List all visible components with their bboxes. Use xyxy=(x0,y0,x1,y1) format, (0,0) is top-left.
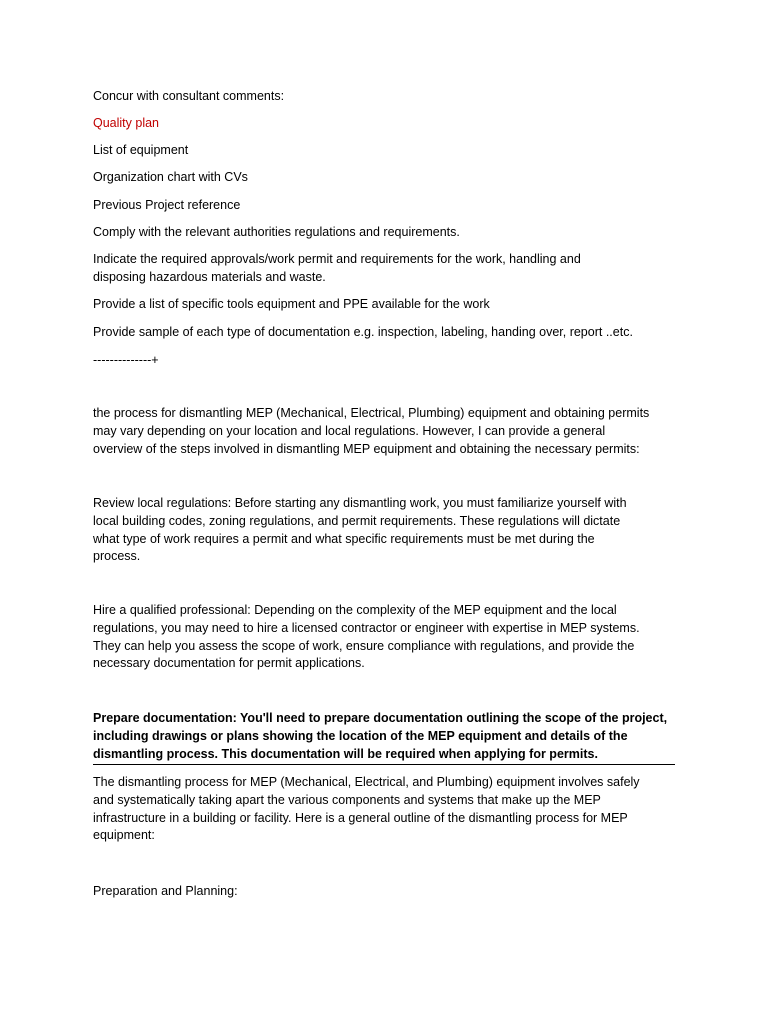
review-regulations-paragraph: Review local regulations: Before starting any dismantling work, you must familiarize yourself with local building codes, zoning regulations, and permit requirements. These regulations will dictate what type of work requires a permit and what specific requirements must be met during the process. xyxy=(93,496,627,564)
preparation-planning-heading: Preparation and Planning: xyxy=(93,884,238,898)
organization-chart-line: Organization chart with CVs xyxy=(93,170,248,184)
horizontal-rule xyxy=(93,764,675,765)
previous-project-line: Previous Project reference xyxy=(93,198,241,212)
intro-paragraph: the process for dismantling MEP (Mechanical, Electrical, Plumbing) equipment and obtaining permits may vary depending on your location and local regulations. However, I can provide a general overview of the steps involved in dismantling MEP equipment and obtaining the necessary permits: xyxy=(93,406,650,456)
dismantling-process-paragraph: The dismantling process for MEP (Mechanical, Electrical, and Plumbing) equipment involves safely and systematically taking apart the various components and systems that make up the MEP infrastructure in a building or facility. Here is a general outline of the dismantling process for MEP equipment: xyxy=(93,775,640,843)
indicate-approvals-paragraph: Indicate the required approvals/work permit and requirements for the work, handling and disposing hazardous materials and waste. xyxy=(93,252,581,284)
separator-line: --------------+ xyxy=(93,353,159,367)
quality-plan-line: Quality plan xyxy=(93,116,160,130)
list-of-equipment-line: List of equipment xyxy=(93,143,189,157)
hire-professional-paragraph: Hire a qualified professional: Depending on the complexity of the MEP equipment and the local regulations, you may need to hire a licensed contractor or engineer with expertise in MEP systems. They can help you assess the scope of work, ensure compliance with regulations, and provide the necessary documentation for permit applications. xyxy=(93,603,640,671)
comply-line: Comply with the relevant authorities regulations and requirements. xyxy=(93,225,460,239)
tools-list-line: Provide a list of specific tools equipment and PPE available for the work xyxy=(93,297,490,311)
prepare-documentation-paragraph: Prepare documentation: You'll need to prepare documentation outlining the scope of the project, including drawings or plans showing the location of the MEP equipment and details of the dismantling process. This documentation will be required when applying for permits. xyxy=(93,711,668,761)
documentation-sample-line: Provide sample of each type of documentation e.g. inspection, labeling, handing over, report ..etc. xyxy=(93,325,633,339)
concur-line: Concur with consultant comments: xyxy=(93,89,285,103)
